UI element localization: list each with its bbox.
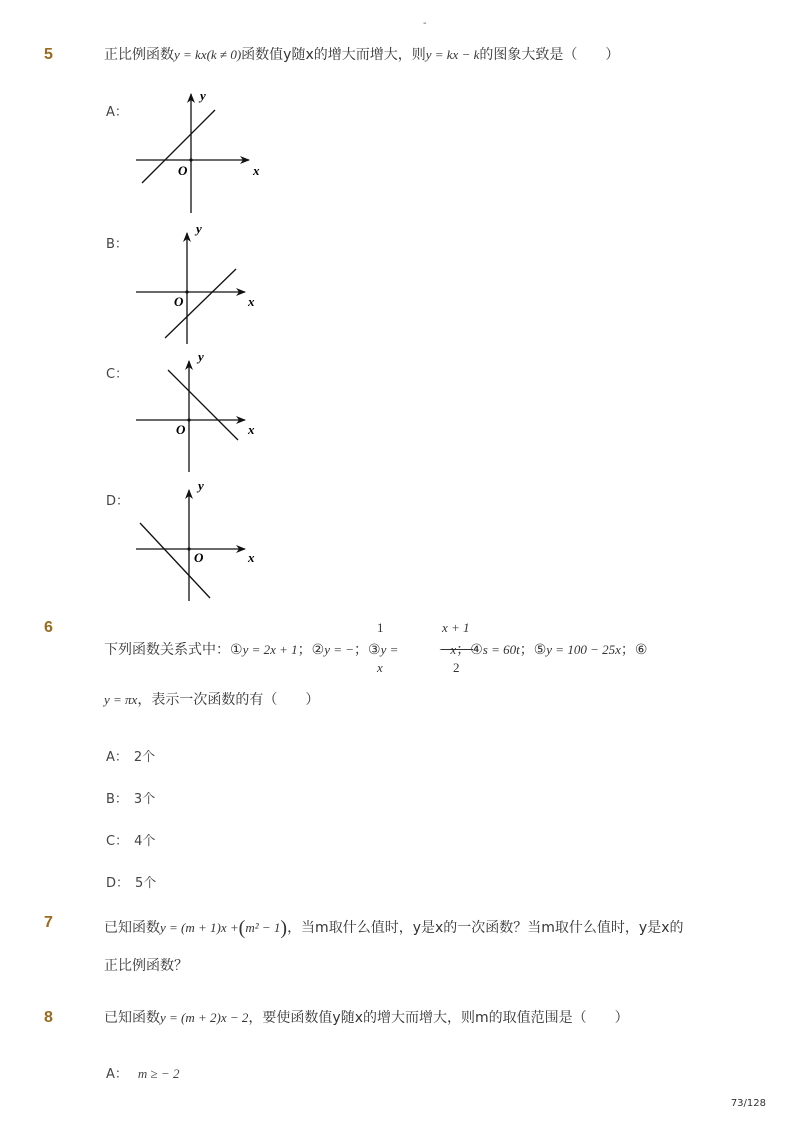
q8-text-b: ，要使函数值y随x的增大而增大，则m的取值范围是（ ） bbox=[248, 1010, 629, 1026]
q6-option-d-value: 5个 bbox=[135, 876, 157, 891]
q6-option-a-label: A： bbox=[106, 750, 128, 765]
x-axis-label: x bbox=[253, 163, 260, 178]
q6-index-3: ③ bbox=[368, 642, 381, 658]
q6-expr-3-lhs: y = bbox=[380, 642, 399, 657]
q7-text-b: ，当m取什么值时，y是x的一次函数？当m取什么值时，y是x的 bbox=[287, 920, 684, 936]
origin-dot bbox=[189, 158, 192, 161]
question-7-stem-line2: 正比例函数？ bbox=[104, 958, 188, 974]
q6-index-5: ⑤ bbox=[533, 642, 547, 658]
q7-math-a: y = (m + 1)x + bbox=[160, 920, 239, 935]
q6-sep-4: ； bbox=[519, 642, 534, 658]
q6-option-b-label: B： bbox=[106, 792, 128, 807]
q6-index-1: ① bbox=[230, 642, 243, 658]
question-number-7: 7 bbox=[44, 914, 53, 931]
origin-dot bbox=[185, 290, 188, 293]
q5-option-b-label[interactable]: B： bbox=[106, 237, 128, 252]
q7-math-paren: m² − 1 bbox=[245, 920, 281, 935]
question-number-6: 6 bbox=[44, 619, 53, 636]
q6-sep-2: ； bbox=[354, 642, 369, 658]
q6-option-a[interactable] bbox=[106, 746, 155, 765]
question-6-stem-line1 bbox=[104, 640, 647, 660]
q6-expr-5: y = 100 − 25x bbox=[546, 642, 621, 657]
q6-index-4: ④ bbox=[470, 642, 483, 658]
question-8-stem bbox=[104, 1008, 629, 1028]
q5-option-a-graph[interactable] bbox=[132, 88, 272, 218]
q6-frac2-denominator: x bbox=[377, 660, 383, 675]
origin-dot bbox=[187, 418, 190, 421]
question-5-stem bbox=[104, 45, 619, 65]
q8-math-a: y = (m + 2)x − 2 bbox=[160, 1010, 249, 1025]
q8-option-a-value: m ≥ − 2 bbox=[137, 1066, 180, 1081]
q5-text-c: 的图象大致是（ ） bbox=[479, 47, 620, 63]
q5-math-a: y = kx(k ≠ 0) bbox=[174, 47, 242, 62]
q6-option-c-value: 4个 bbox=[134, 834, 156, 849]
q6-tail: ，表示一次函数的有（ ） bbox=[137, 692, 320, 708]
question-number-8: 8 bbox=[44, 1009, 53, 1026]
x-axis-label: x bbox=[248, 294, 255, 309]
q5-option-c-label[interactable]: C： bbox=[106, 367, 129, 382]
q5-option-d-graph[interactable] bbox=[132, 478, 272, 604]
q6-option-b[interactable] bbox=[106, 788, 155, 807]
q6-option-b-value: 3个 bbox=[133, 792, 156, 807]
q6-option-c-label: C： bbox=[106, 834, 129, 849]
q6-index-2: ② bbox=[311, 642, 325, 658]
origin-dot bbox=[187, 547, 190, 550]
q5-option-a-label[interactable]: A： bbox=[106, 105, 128, 120]
origin-label: O bbox=[174, 294, 184, 309]
q5-option-c-graph[interactable] bbox=[132, 350, 272, 475]
q6-expr-4: s = 60t bbox=[482, 642, 520, 657]
q6-expr-2-lhs: y = − bbox=[324, 642, 355, 657]
q6-option-a-value: 2个 bbox=[133, 750, 156, 765]
page-number: 73/128 bbox=[730, 1098, 766, 1109]
question-number-5: 5 bbox=[44, 46, 53, 63]
q7-text-a: 已知函数 bbox=[104, 920, 160, 936]
q6-expr-1: y = 2x + 1 bbox=[242, 642, 298, 657]
q7-right-paren: ) bbox=[280, 917, 288, 939]
q8-option-a-label: A： bbox=[106, 1067, 128, 1082]
y-axis-label: y bbox=[198, 350, 204, 364]
q5-text-a: 正比例函数 bbox=[104, 47, 174, 63]
q8-text-a: 已知函数 bbox=[104, 1010, 160, 1026]
y-axis-label: y bbox=[200, 88, 206, 103]
q6-sep-5: ； bbox=[620, 642, 635, 658]
q5-option-d-label[interactable]: D： bbox=[106, 494, 130, 509]
q5-option-b-graph[interactable] bbox=[132, 222, 272, 347]
q6-frac2-numerator: 1 bbox=[377, 620, 384, 635]
top-mark: - bbox=[423, 18, 427, 29]
q6-option-d-label: D： bbox=[106, 876, 130, 891]
q6-expr-3-rhs: − x bbox=[438, 642, 457, 657]
q6-option-d[interactable] bbox=[106, 872, 156, 891]
q7-left-paren: ( bbox=[238, 917, 246, 939]
q6-lead: 下列函数关系式中： bbox=[104, 642, 230, 658]
q6-sep-3: ； bbox=[456, 642, 471, 658]
q6-index-6: ⑥ bbox=[634, 642, 648, 658]
q6-frac3-numerator: x + 1 bbox=[442, 620, 470, 635]
q6-sep-1: ； bbox=[297, 642, 312, 658]
y-axis-label: y bbox=[196, 222, 202, 236]
x-axis-label: x bbox=[248, 422, 255, 437]
q5-math-b: y = kx − k bbox=[425, 47, 480, 62]
origin-label: O bbox=[194, 550, 204, 565]
origin-label: O bbox=[178, 163, 188, 178]
question-7-stem-line1 bbox=[104, 918, 683, 938]
q6-frac3-denominator: 2 bbox=[453, 660, 460, 675]
x-axis-label: x bbox=[248, 550, 255, 565]
origin-label: O bbox=[176, 422, 186, 437]
question-6-stem-line2 bbox=[104, 690, 319, 710]
q6-expr-6: y = πx bbox=[104, 692, 138, 707]
q6-option-c[interactable] bbox=[106, 830, 155, 849]
q8-option-a[interactable] bbox=[106, 1063, 179, 1082]
q5-text-b: 函数值y随x的增大而增大，则 bbox=[241, 47, 426, 63]
y-axis-label: y bbox=[198, 478, 204, 493]
